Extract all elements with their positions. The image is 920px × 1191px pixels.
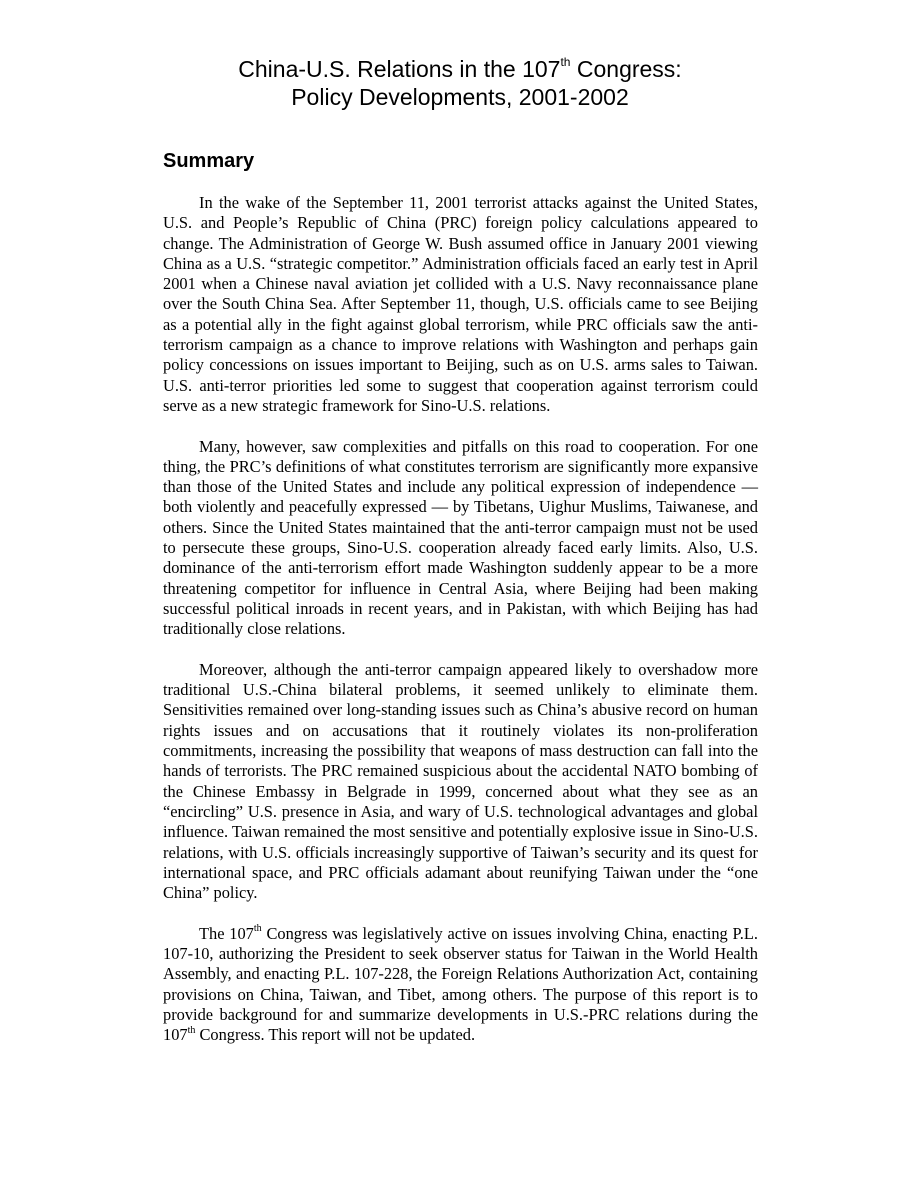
summary-heading: Summary: [163, 150, 255, 172]
title-line-1: [100, 55, 820, 83]
paragraph-4-text-c: Congress. This report will not be updated.: [195, 1025, 476, 1045]
paragraph-4-ordinal-a: th: [253, 923, 262, 935]
title-ordinal-suffix: th: [560, 55, 571, 70]
paragraph-4-text-a: The 107: [199, 923, 254, 943]
document-title: [100, 55, 820, 111]
title-line-1-text: China-U.S. Relations in the 107: [238, 56, 561, 82]
summary-paragraph-1: In the wake of the September 11, 2001 terrorist attacks against the United States, U.S. and People’s Republic of China (PRC) foreign policy calculations appeared to change. The Administration of George W. Bush assumed office in January 2001 viewing China as a U.S. “strategic competitor.” Administration officials faced an early test in April 2001 when a Chinese naval aviation jet collided with a U.S. Navy reconnaissance plane over the South China Sea. After September 11, though, U.S. officials came to see Beijing as a potential ally in the fight against global terrorism, while PRC officials saw the anti-terrorism campaign as a chance to improve relations with Washington and perhaps gain policy concessions on issues important to Beijing, such as on U.S. arms sales to Taiwan. U.S. anti-terror priorities led some to suggest that cooperation against terrorism could serve as a new strategic framework for Sino-U.S. relations.: [163, 193, 758, 415]
paragraph-4-text-b: Congress was legislatively active on issues involving China, enacting P.L. 107-10, authorizing the President to seek observer status for Taiwan in the World Health Assembly, and enacting P.L. 107-228, the Foreign Relations Authorization Act, containing provisions on China, Taiwan, and Tibet, among others. The purpose of this report is to provide background for and summarize developments in U.S.-PRC relations during the 107: [163, 923, 759, 1045]
paragraph-4-ordinal-b: th: [187, 1024, 196, 1036]
summary-paragraph-2: Many, however, saw complexities and pitfalls on this road to cooperation. For one thing, the PRC’s definitions of what constitutes terrorism are significantly more expansive than those of the United States and include any political expression of independence — both violently and peacefully expressed — by Tibetans, Uighur Muslims, Taiwanese, and others. Since the United States maintained that the anti-terror campaign must not be used to persecute these groups, Sino-U.S. cooperation already faced early limits. Also, U.S. dominance of the anti-terrorism effort made Washington suddenly appear to be a more threatening competitor for influence in Central Asia, where Beijing had been making successful political inroads in recent years, and in Pakistan, with which Beijing has had traditionally close relations.: [163, 436, 758, 639]
title-line-2: Policy Developments, 2001-2002: [291, 84, 629, 110]
summary-paragraph-4: [163, 924, 758, 1046]
summary-body: [163, 193, 758, 1066]
title-line-1-end: Congress:: [570, 56, 682, 82]
summary-paragraph-3: Moreover, although the anti-terror campaign appeared likely to overshadow more traditional U.S.-China bilateral problems, it seemed unlikely to eliminate them. Sensitivities remained over long-standing issues such as China’s abusive record on human rights issues and on accusations that it routinely violates its non-proliferation commitments, increasing the possibility that weapons of mass destruction can fall into the hands of terrorists. The PRC remained suspicious about the accidental NATO bombing of the Chinese Embassy in Belgrade in 1999, concerned about what they see as an “encircling” U.S. presence in Asia, and wary of U.S. technological advantages and global influence. Taiwan remained the most sensitive and potentially explosive issue in Sino-U.S. relations, with U.S. officials increasingly supportive of Taiwan’s security and its quest for international space, and PRC officials adamant about reunifying Taiwan under the “one China” policy.: [163, 659, 758, 903]
